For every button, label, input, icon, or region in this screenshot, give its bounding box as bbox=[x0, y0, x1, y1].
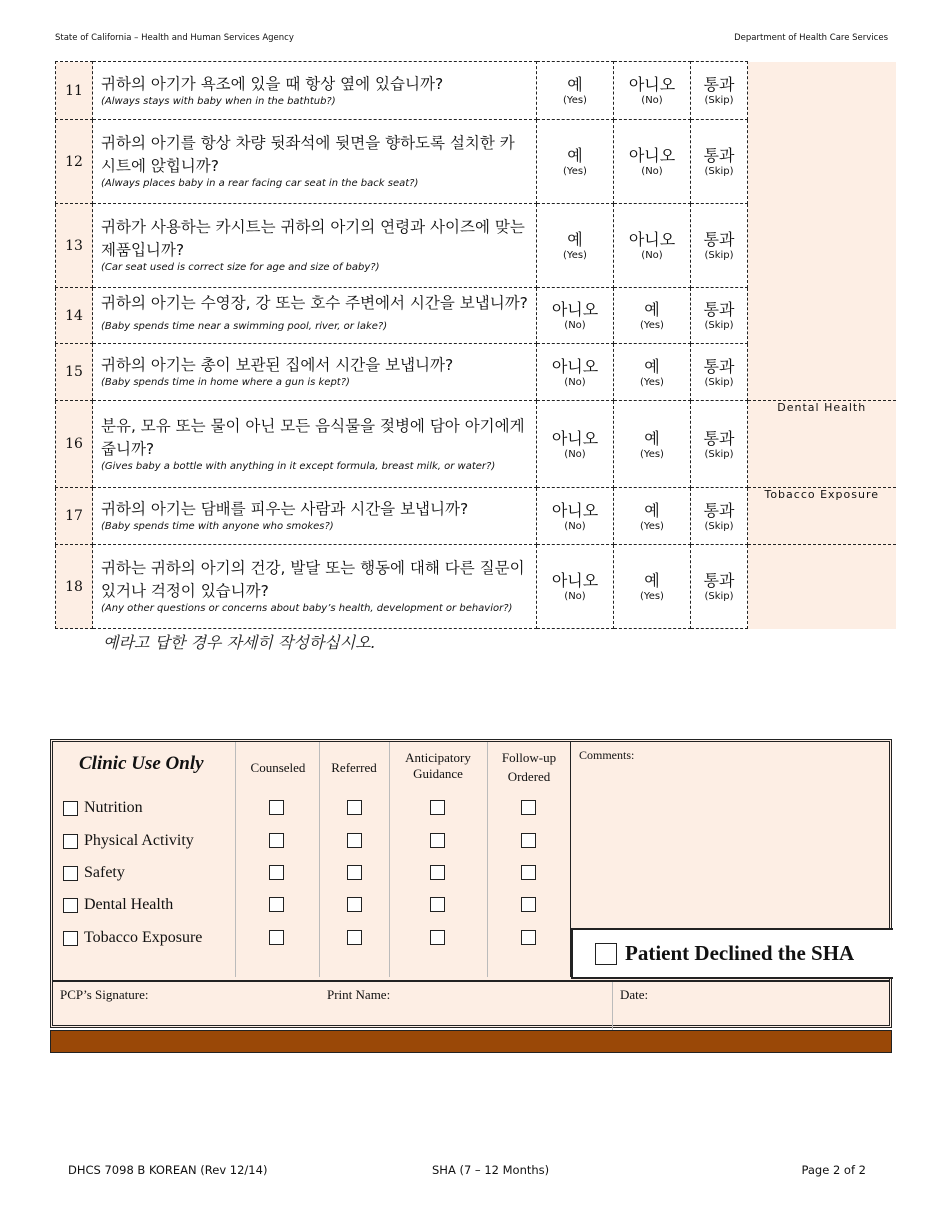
clinic-row-safety bbox=[63, 864, 125, 882]
question-number: 12 bbox=[56, 120, 93, 204]
agency-header: State of California – Health and Human Services Agency bbox=[55, 33, 294, 43]
patient-declined-box[interactable] bbox=[571, 928, 893, 979]
followup-checkbox[interactable] bbox=[521, 897, 536, 912]
answer-option-2[interactable] bbox=[614, 204, 691, 288]
question-korean-text: 귀하의 아기는 수영장, 강 또는 호수 주변에서 시간을 보냅니까? bbox=[101, 293, 528, 312]
col-followup-line1: Follow-up bbox=[501, 750, 557, 765]
topic-cell bbox=[748, 344, 896, 401]
form-title: SHA (7 – 12 Months) bbox=[432, 1163, 550, 1177]
col-counseled: Counseled bbox=[250, 760, 306, 775]
answer-label-en: (No) bbox=[641, 95, 663, 106]
answer-label-en: (No) bbox=[564, 448, 586, 460]
answer-label: 아니오 bbox=[628, 75, 676, 94]
question-english: (Gives baby a bottle with anything in it except formula, breast milk, or water?) bbox=[101, 460, 496, 472]
clinic-title: Clinic Use Only bbox=[79, 753, 204, 774]
answer-label-en: (No) bbox=[564, 320, 586, 331]
answer-option-skip[interactable] bbox=[691, 62, 748, 120]
answer-option-1[interactable] bbox=[537, 545, 614, 629]
answer-option-skip[interactable] bbox=[691, 401, 748, 488]
followup-checkbox[interactable] bbox=[521, 865, 536, 880]
answer-option-2[interactable] bbox=[614, 344, 691, 401]
topic-cell bbox=[748, 204, 896, 288]
followup-checkbox[interactable] bbox=[521, 930, 536, 945]
question-english: (Always stays with baby when in the bathtub?) bbox=[101, 95, 336, 107]
answer-label-en: (Yes) bbox=[563, 250, 587, 261]
answer-option-1[interactable] bbox=[537, 401, 614, 488]
question-english: (Always places baby in a rear facing car seat in the back seat?) bbox=[101, 178, 419, 189]
question-korean: 귀하의 아기를 항상 차량 뒷좌석에 뒷면을 향하도록 설치한 카시트에 앉힙니까? bbox=[101, 134, 515, 175]
answer-label-en: (Yes) bbox=[640, 376, 664, 388]
column-divider bbox=[319, 742, 320, 977]
answer-label: 예 bbox=[644, 571, 660, 590]
answer-label-en: (Yes) bbox=[563, 95, 587, 106]
answer-option-1[interactable] bbox=[537, 204, 614, 288]
answer-label-en: (No) bbox=[564, 591, 586, 602]
anticipatory-checkbox[interactable] bbox=[430, 930, 445, 945]
column-divider bbox=[235, 742, 236, 977]
patient-declined-checkbox[interactable] bbox=[595, 943, 617, 965]
answer-option-skip[interactable] bbox=[691, 120, 748, 204]
answer-label: 아니오 bbox=[551, 428, 599, 448]
clinic-use-box bbox=[50, 739, 892, 1028]
answer-label: 예 bbox=[567, 230, 583, 249]
answer-label-en: (Yes) bbox=[640, 520, 664, 532]
question-korean: 귀하가 사용하는 카시트는 귀하의 아기의 연령과 사이즈에 맞는 제품입니까? bbox=[101, 218, 525, 259]
answer-label: 아니오 bbox=[551, 300, 599, 319]
brown-footer-bar bbox=[50, 1030, 892, 1053]
row-label: Safety bbox=[84, 864, 125, 881]
answer-label: 예 bbox=[644, 500, 660, 520]
pcp-signature-field[interactable]: PCP’s Signature: bbox=[60, 987, 149, 1002]
answer-option-2[interactable] bbox=[614, 488, 691, 545]
answer-option-2[interactable] bbox=[614, 401, 691, 488]
row-label: Dental Health bbox=[84, 896, 174, 913]
followup-checkbox[interactable] bbox=[521, 833, 536, 848]
answer-option-1[interactable] bbox=[537, 488, 614, 545]
topic-tobacco-exposure: Tobacco Exposure bbox=[748, 488, 896, 545]
table-row bbox=[56, 344, 896, 401]
table-row bbox=[56, 545, 896, 629]
col-followup-line2: Ordered bbox=[507, 769, 551, 784]
answer-label: 통과 bbox=[703, 230, 735, 249]
table-row bbox=[56, 204, 896, 288]
clinic-row-tobacco-exposure bbox=[63, 929, 202, 947]
answer-label-en: (Yes) bbox=[640, 591, 664, 602]
topic-cell bbox=[748, 545, 896, 629]
answer-label-en: (No) bbox=[564, 520, 586, 532]
counseled-checkbox[interactable] bbox=[269, 865, 284, 880]
answer-label-en: (Skip) bbox=[704, 250, 734, 261]
answer-label: 통과 bbox=[703, 146, 735, 165]
page-number: Page 2 of 2 bbox=[801, 1163, 866, 1177]
yes-details-note: 예라고 답한 경우 자세히 작성하십시오. bbox=[103, 633, 376, 652]
question-english: (Any other questions or concerns about baby’s health, development or behavior?) bbox=[101, 603, 513, 614]
counseled-checkbox[interactable] bbox=[269, 800, 284, 815]
comments-label: Comments: bbox=[579, 748, 635, 762]
question-english: (Car seat used is correct size for age and size of baby?) bbox=[101, 262, 380, 273]
question-korean: 분유, 모유 또는 물이 아닌 모든 음식물을 젖병에 담아 아기에게 줍니까? bbox=[101, 416, 525, 458]
clinic-row-dental-health bbox=[63, 896, 173, 914]
answer-label: 아니오 bbox=[551, 356, 599, 376]
question-number: 18 bbox=[56, 545, 93, 629]
answer-label-en: (No) bbox=[564, 376, 586, 388]
answer-label: 아니오 bbox=[628, 146, 676, 165]
answer-label-en: (No) bbox=[641, 166, 663, 177]
question-text bbox=[93, 401, 537, 488]
answer-label: 예 bbox=[567, 75, 583, 94]
table-row bbox=[56, 488, 896, 545]
answer-label-en: (Yes) bbox=[563, 166, 587, 177]
answer-label-en: (Yes) bbox=[640, 320, 664, 331]
question-text bbox=[93, 204, 537, 288]
referred-checkbox[interactable] bbox=[347, 865, 362, 880]
question-korean: 귀하의 아기는 담배를 피우는 사람과 시간을 보냅니까? bbox=[101, 500, 469, 518]
question-number: 11 bbox=[56, 62, 93, 120]
date-field[interactable]: Date: bbox=[620, 987, 649, 1002]
answer-option-1[interactable] bbox=[537, 288, 614, 344]
column-divider bbox=[487, 742, 488, 977]
department-header: Department of Health Care Services bbox=[734, 33, 888, 43]
answer-label-en: (Skip) bbox=[704, 320, 734, 331]
question-english: (Baby spends time near a swimming pool, river, or lake?) bbox=[101, 320, 388, 332]
answer-label: 아니오 bbox=[628, 230, 676, 249]
answer-label-en: (Skip) bbox=[704, 591, 734, 602]
question-korean: 귀하의 아기가 욕조에 있을 때 항상 옆에 있습니까? bbox=[101, 74, 444, 93]
answer-label: 아니오 bbox=[551, 500, 599, 520]
patient-declined-label: Patient Declined the SHA bbox=[625, 941, 855, 965]
referred-checkbox[interactable] bbox=[347, 800, 362, 815]
answer-label-en: (Skip) bbox=[704, 448, 734, 460]
topic-cell bbox=[748, 288, 896, 344]
referred-checkbox[interactable] bbox=[347, 930, 362, 945]
clinic-row-nutrition bbox=[63, 799, 143, 817]
question-english: (Baby spends time with anyone who smokes?) bbox=[101, 521, 334, 532]
checkbox[interactable] bbox=[63, 834, 78, 849]
answer-label-en: (Yes) bbox=[640, 448, 664, 460]
answer-option-1[interactable] bbox=[537, 344, 614, 401]
answer-option-2[interactable] bbox=[614, 288, 691, 344]
answer-option-1[interactable] bbox=[537, 120, 614, 204]
question-text bbox=[93, 62, 537, 120]
question-text bbox=[93, 120, 537, 204]
column-divider bbox=[612, 982, 613, 1030]
question-text bbox=[93, 344, 537, 401]
topic-cell bbox=[748, 120, 896, 204]
question-korean: 귀하는 귀하의 아기의 건강, 발달 또는 행동에 대해 다른 질문이 있거나 걱정이 있습니까? bbox=[101, 559, 525, 600]
checkbox[interactable] bbox=[63, 931, 78, 946]
checkbox[interactable] bbox=[63, 898, 78, 913]
answer-label-en: (Skip) bbox=[704, 376, 734, 388]
answer-option-2[interactable] bbox=[614, 62, 691, 120]
checkbox[interactable] bbox=[63, 866, 78, 881]
checkbox[interactable] bbox=[63, 801, 78, 816]
table-row bbox=[56, 62, 896, 120]
referred-checkbox[interactable] bbox=[347, 897, 362, 912]
answer-option-1[interactable] bbox=[537, 62, 614, 120]
answer-option-skip[interactable] bbox=[691, 204, 748, 288]
answer-label-en: (Skip) bbox=[704, 166, 734, 177]
anticipatory-checkbox[interactable] bbox=[430, 897, 445, 912]
answer-option-2[interactable] bbox=[614, 545, 691, 629]
row-label: Physical Activity bbox=[84, 832, 194, 849]
answer-label: 예 bbox=[644, 428, 660, 448]
answer-label: 통과 bbox=[703, 356, 735, 376]
answer-label: 예 bbox=[644, 356, 660, 376]
question-text bbox=[93, 288, 537, 344]
answer-label-en: (No) bbox=[641, 250, 663, 261]
topic-dental-health: Dental Health bbox=[748, 401, 896, 488]
question-korean: 귀하의 아기는 총이 보관된 집에서 시간을 보냅니까? bbox=[101, 356, 454, 374]
topic-cell bbox=[748, 62, 896, 120]
col-anticipatory-line2: Guidance bbox=[413, 766, 463, 781]
col-referred: Referred bbox=[331, 760, 377, 775]
answer-label: 아니오 bbox=[551, 571, 599, 590]
answer-label-en: (Skip) bbox=[704, 520, 734, 532]
followup-checkbox[interactable] bbox=[521, 800, 536, 815]
counseled-checkbox[interactable] bbox=[269, 897, 284, 912]
answer-label: 통과 bbox=[703, 300, 735, 319]
column-divider bbox=[389, 742, 390, 977]
question-number: 14 bbox=[56, 288, 93, 344]
question-number: 17 bbox=[56, 488, 93, 545]
answer-option-skip[interactable] bbox=[691, 545, 748, 629]
col-anticipatory-guidance bbox=[391, 750, 485, 782]
question-number: 16 bbox=[56, 401, 93, 488]
answer-option-2[interactable] bbox=[614, 120, 691, 204]
answer-option-skip[interactable] bbox=[691, 344, 748, 401]
answer-option-skip[interactable] bbox=[691, 488, 748, 545]
col-follow-up-ordered bbox=[490, 748, 568, 786]
counseled-checkbox[interactable] bbox=[269, 833, 284, 848]
signature-row bbox=[53, 980, 889, 1030]
answer-label: 예 bbox=[567, 146, 583, 165]
anticipatory-checkbox[interactable] bbox=[430, 800, 445, 815]
referred-checkbox[interactable] bbox=[347, 833, 362, 848]
answer-label: 통과 bbox=[703, 571, 735, 590]
anticipatory-checkbox[interactable] bbox=[430, 833, 445, 848]
question-number: 13 bbox=[56, 204, 93, 288]
answer-label: 통과 bbox=[703, 75, 735, 94]
form-number: DHCS 7098 B KOREAN (Rev 12/14) bbox=[68, 1163, 268, 1177]
answer-label: 통과 bbox=[703, 428, 735, 448]
row-label: Tobacco Exposure bbox=[84, 929, 203, 946]
table-row bbox=[56, 401, 896, 488]
question-korean bbox=[101, 293, 528, 337]
answer-label-en: (Skip) bbox=[704, 95, 734, 106]
answer-label: 통과 bbox=[703, 500, 735, 520]
question-text bbox=[93, 488, 537, 545]
table-row bbox=[56, 120, 896, 204]
table-row bbox=[56, 288, 896, 344]
clinic-row-physical-activity bbox=[63, 832, 194, 850]
question-number: 15 bbox=[56, 344, 93, 401]
col-anticipatory-line1: Anticipatory bbox=[405, 750, 471, 765]
question-table bbox=[55, 61, 896, 629]
answer-label: 예 bbox=[644, 300, 660, 319]
counseled-checkbox[interactable] bbox=[269, 930, 284, 945]
question-english: (Baby spends time in home where a gun is kept?) bbox=[101, 377, 350, 388]
print-name-field[interactable]: Print Name: bbox=[327, 987, 391, 1002]
anticipatory-checkbox[interactable] bbox=[430, 865, 445, 880]
row-label: Nutrition bbox=[84, 799, 143, 816]
answer-option-skip[interactable] bbox=[691, 288, 748, 344]
question-text bbox=[93, 545, 537, 629]
